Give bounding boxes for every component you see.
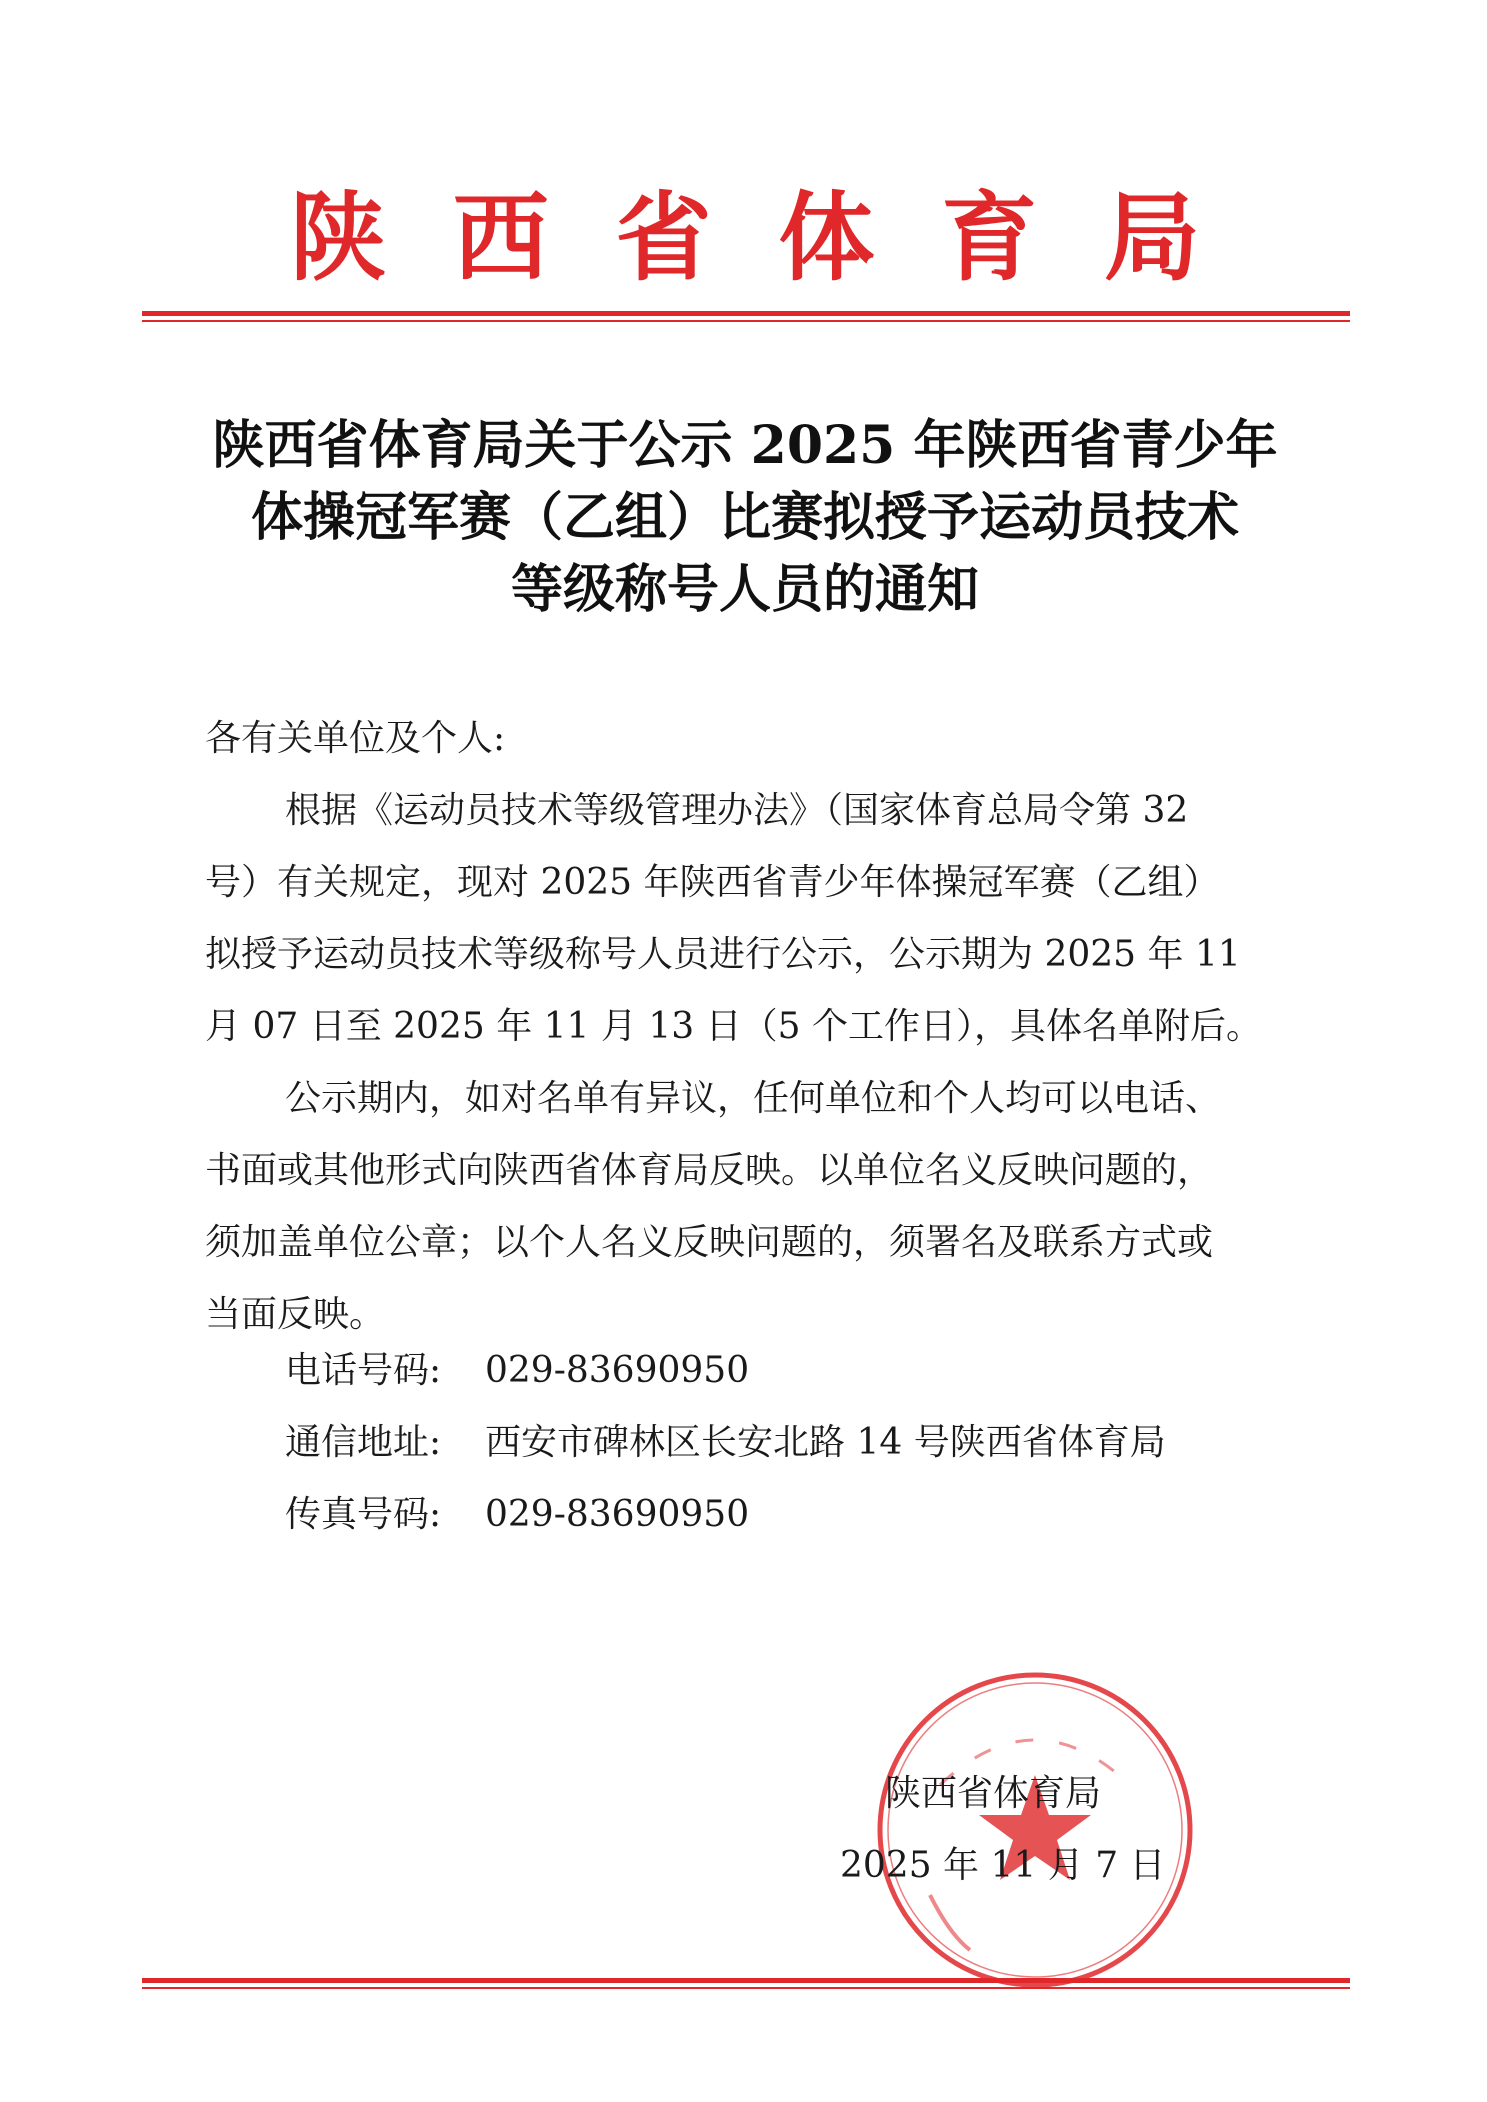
paragraph-line: 当面反映。 (205, 1294, 386, 1335)
divider-thick-line (142, 1978, 1350, 1983)
letterhead-char: 省 (615, 181, 712, 294)
signing-organization: 陕西省体育局 (885, 1773, 1102, 1814)
paragraph-line: 根据《运动员技术等级管理办法》（国家体育总局令第 32 (285, 790, 1189, 831)
signature-block (840, 1758, 1166, 1902)
title-line: 陕西省体育局关于公示 2025 年陕西省青少年 (212, 415, 1278, 476)
fax-row (285, 1479, 1166, 1551)
salutation: 各有关单位及个人: (205, 718, 506, 759)
address-value: 西安市碑林区长安北路 14 号陕西省体育局 (485, 1422, 1166, 1463)
paragraph-line: 书面或其他形式向陕西省体育局反映。以单位名义反映问题的， (205, 1150, 1214, 1191)
letterhead-char: 育 (941, 181, 1038, 294)
letterhead-char: 局 (1103, 181, 1200, 294)
signing-date: 2025 年 11 月 7 日 (840, 1845, 1166, 1886)
paragraph-line: 拟授予运动员技术等级称号人员进行公示，公示期为 2025 年 11 (205, 934, 1241, 975)
document-body (205, 703, 1315, 1351)
address-label: 通信地址: (285, 1422, 442, 1463)
divider-thin-line (142, 320, 1350, 322)
phone-row (285, 1335, 1166, 1407)
letterhead-char: 西 (452, 181, 549, 294)
fax-label: 传真号码: (285, 1494, 442, 1535)
fax-value: 029-83690950 (485, 1494, 750, 1535)
paragraph-line: 号）有关规定，现对 2025 年陕西省青少年体操冠军赛（乙组） (205, 862, 1220, 903)
paragraph-line: 月 07 日至 2025 年 11 月 13 日（5 个工作日），具体名单附后。 (205, 1006, 1262, 1047)
footer-divider (142, 1978, 1350, 1989)
title-line: 体操冠军赛（乙组）比赛拟授予运动员技术 (250, 487, 1239, 548)
paragraph-line: 公示期内，如对名单有异议，任何单位和个人均可以电话、 (285, 1078, 1222, 1119)
phone-value: 029-83690950 (485, 1350, 750, 1391)
letterhead-divider (142, 311, 1350, 322)
letterhead-char: 陕 (290, 181, 386, 294)
phone-label: 电话号码: (285, 1350, 442, 1391)
paragraph-line: 须加盖单位公章；以个人名义反映问题的，须署名及联系方式或 (205, 1222, 1214, 1263)
address-row (285, 1407, 1166, 1479)
title-line: 等级称号人员的通知 (510, 559, 979, 620)
divider-thin-line (142, 1987, 1350, 1989)
divider-thick-line (142, 311, 1350, 316)
document-title (200, 410, 1290, 626)
contact-info (285, 1335, 1166, 1551)
letterhead-char: 体 (778, 181, 875, 294)
letterhead (140, 170, 1350, 294)
